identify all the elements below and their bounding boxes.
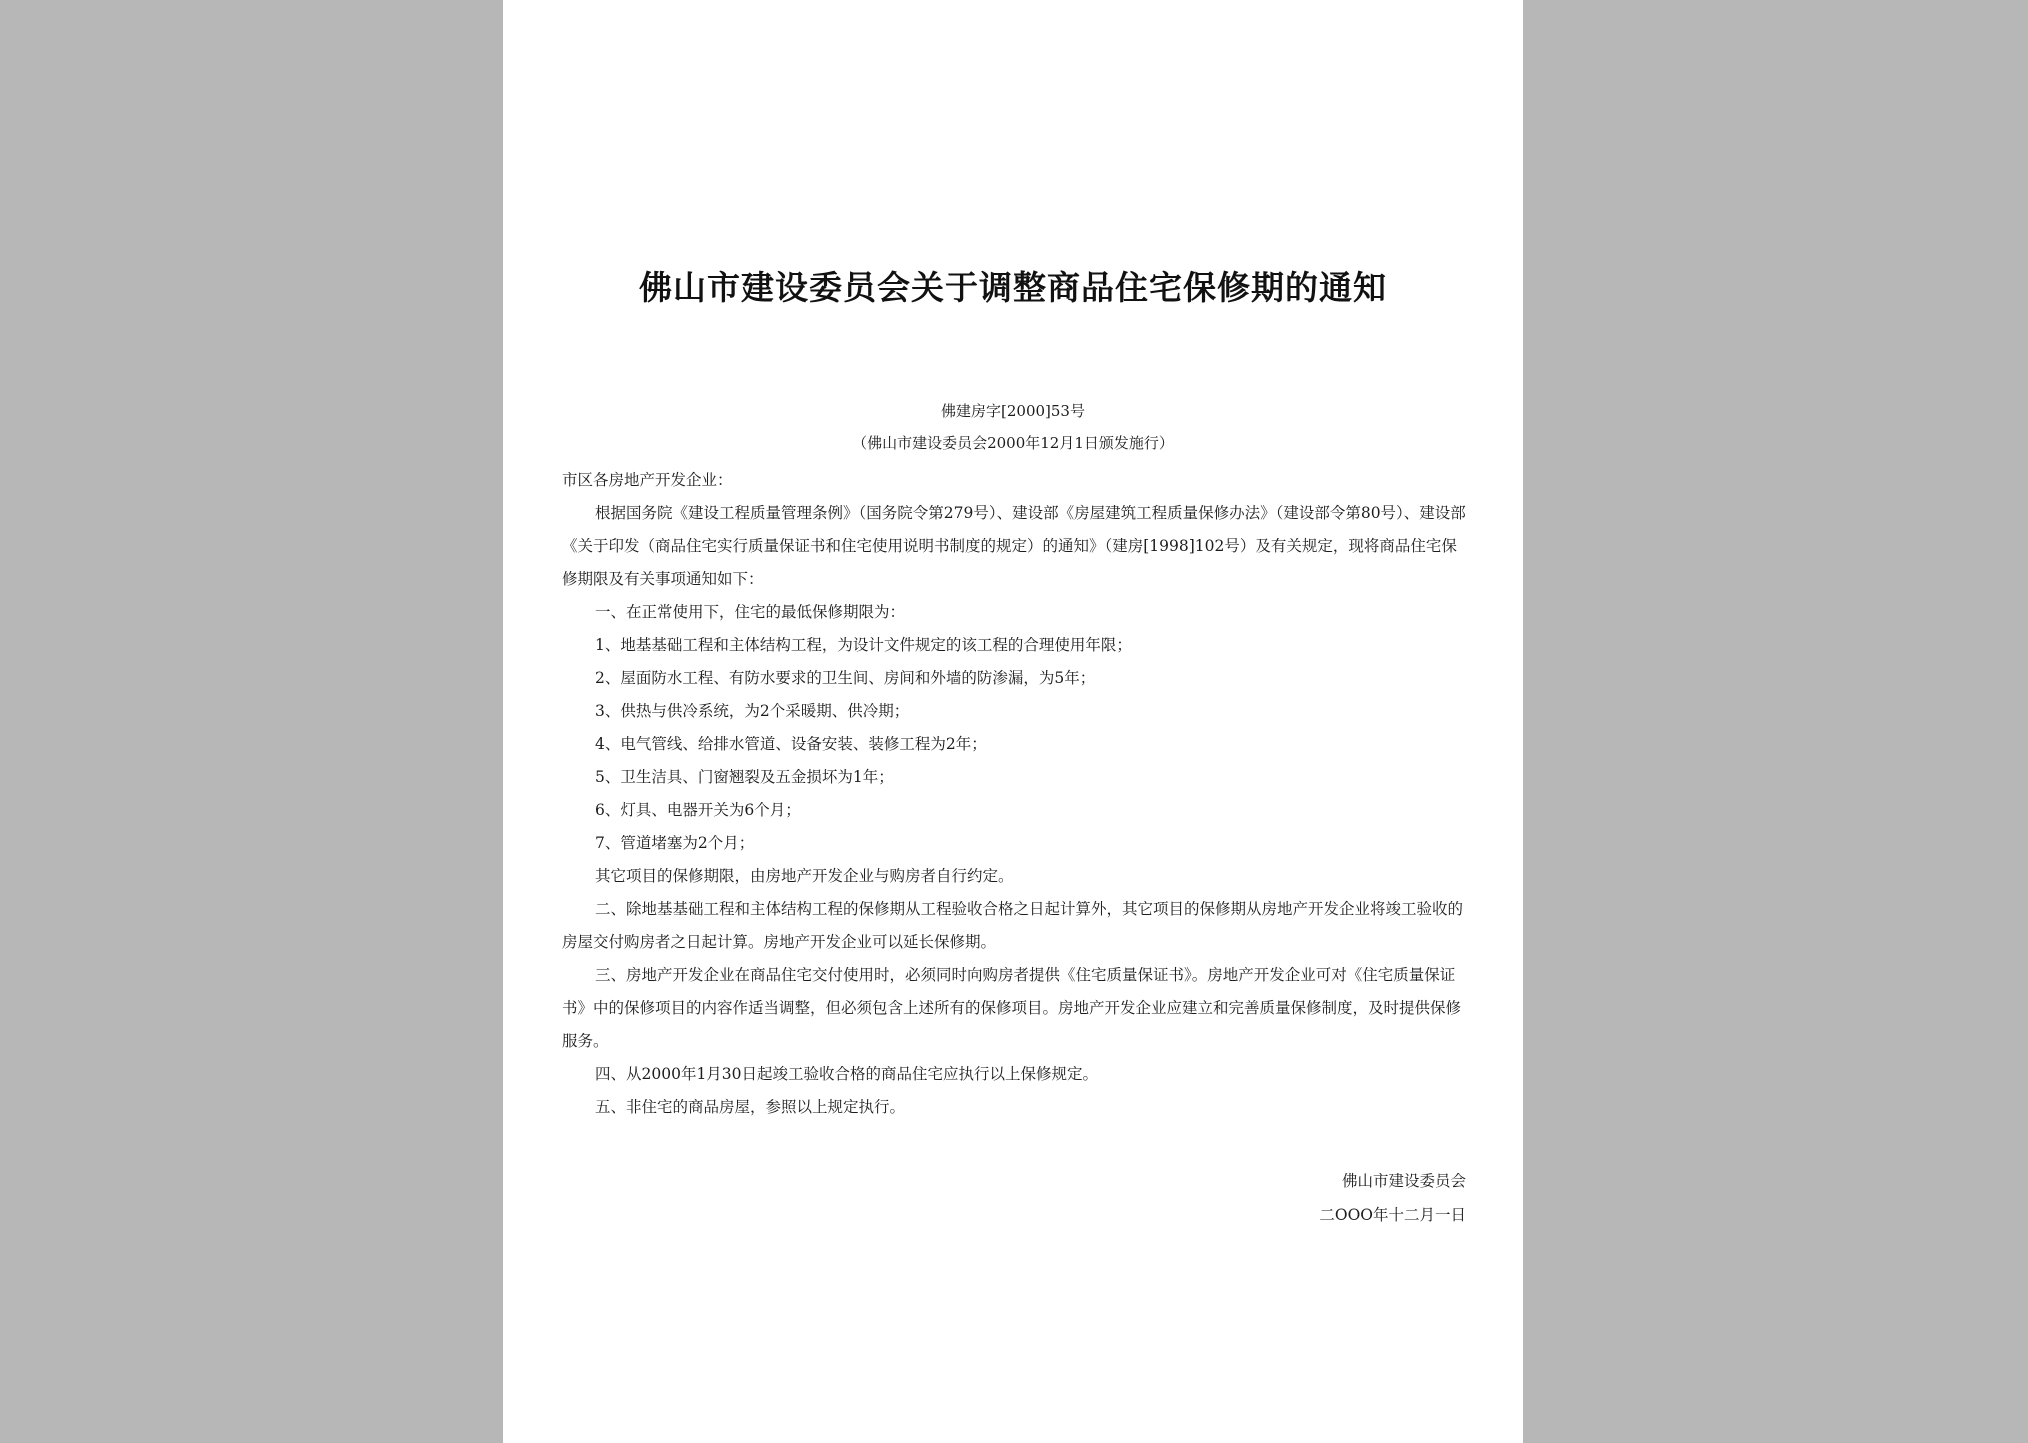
paragraph-section-1: 一、在正常使用下，住宅的最低保修期限为： <box>595 603 906 621</box>
paragraph-section-2: 二、除地基基础工程和主体结构工程的保修期从工程验收合格之日起计算外，其它项目的保修期从房地产开发企业将竣工验收的房屋交付购房者之日起计算。房地产开发企业可以延长保修期。 <box>562 900 1464 951</box>
list-item: 5、卫生洁具、门窗翘裂及五金损坏为1年； <box>595 768 894 786</box>
list-item: 6、灯具、电器开关为6个月； <box>595 801 801 819</box>
list-item: 4、电气管线、给排水管道、设备安装、装修工程为2年； <box>595 735 987 753</box>
paragraph-other-items: 其它项目的保修期限，由房地产开发企业与购房者自行约定。 <box>595 867 1014 885</box>
list-item: 7、管道堵塞为2个月； <box>595 834 755 852</box>
salutation: 市区各房地产开发企业： <box>562 471 733 489</box>
list-item: 3、供热与供冷系统，为2个采暖期、供冷期； <box>595 702 910 720</box>
signer: 佛山市建设委员会 <box>1341 1172 1466 1190</box>
document-page <box>503 0 1523 1443</box>
paragraph-section-4: 四、从2000年1月30日起竣工验收合格的商品住宅应执行以上保修规定。 <box>595 1065 1099 1083</box>
paragraph-intro: 根据国务院《建设工程质量管理条例》（国务院令第279号）、建设部《房屋建筑工程质量保修办法》（建设部令第80号）、建设部《关于印发（商品住宅实行质量保证书和住宅使用说明书制度的规定）的通知》（建房[1998]102号）及有关规定，现将商品住宅保修期限及有关事项通知如下： <box>562 504 1466 588</box>
document-body <box>562 464 1467 1124</box>
list-item: 2、屋面防水工程、有防水要求的卫生间、房间和外墙的防渗漏，为5年； <box>595 669 1096 687</box>
paragraph-section-3: 三、房地产开发企业在商品住宅交付使用时，必须同时向购房者提供《住宅质量保证书》。房地产开发企业可对《住宅质量保证书》中的保修项目的内容作适当调整，但必须包含上述所有的保修项目。房地产开发企业应建立和完善质量保修制度，及时提供保修服务。 <box>562 966 1462 1050</box>
paragraph-section-5: 五、非住宅的商品房屋，参照以上规定执行。 <box>595 1098 906 1116</box>
list-item: 1、地基基础工程和主体结构工程，为设计文件规定的该工程的合理使用年限； <box>595 636 1132 654</box>
sign-date: 二OOO年十二月一日 <box>1319 1206 1466 1224</box>
issued-note: （佛山市建设委员会2000年12月1日颁发施行） <box>852 434 1174 452</box>
document-title: 佛山市建设委员会关于调整商品住宅保修期的通知 <box>639 268 1387 307</box>
document-number: 佛建房字[2000]53号 <box>941 402 1085 420</box>
